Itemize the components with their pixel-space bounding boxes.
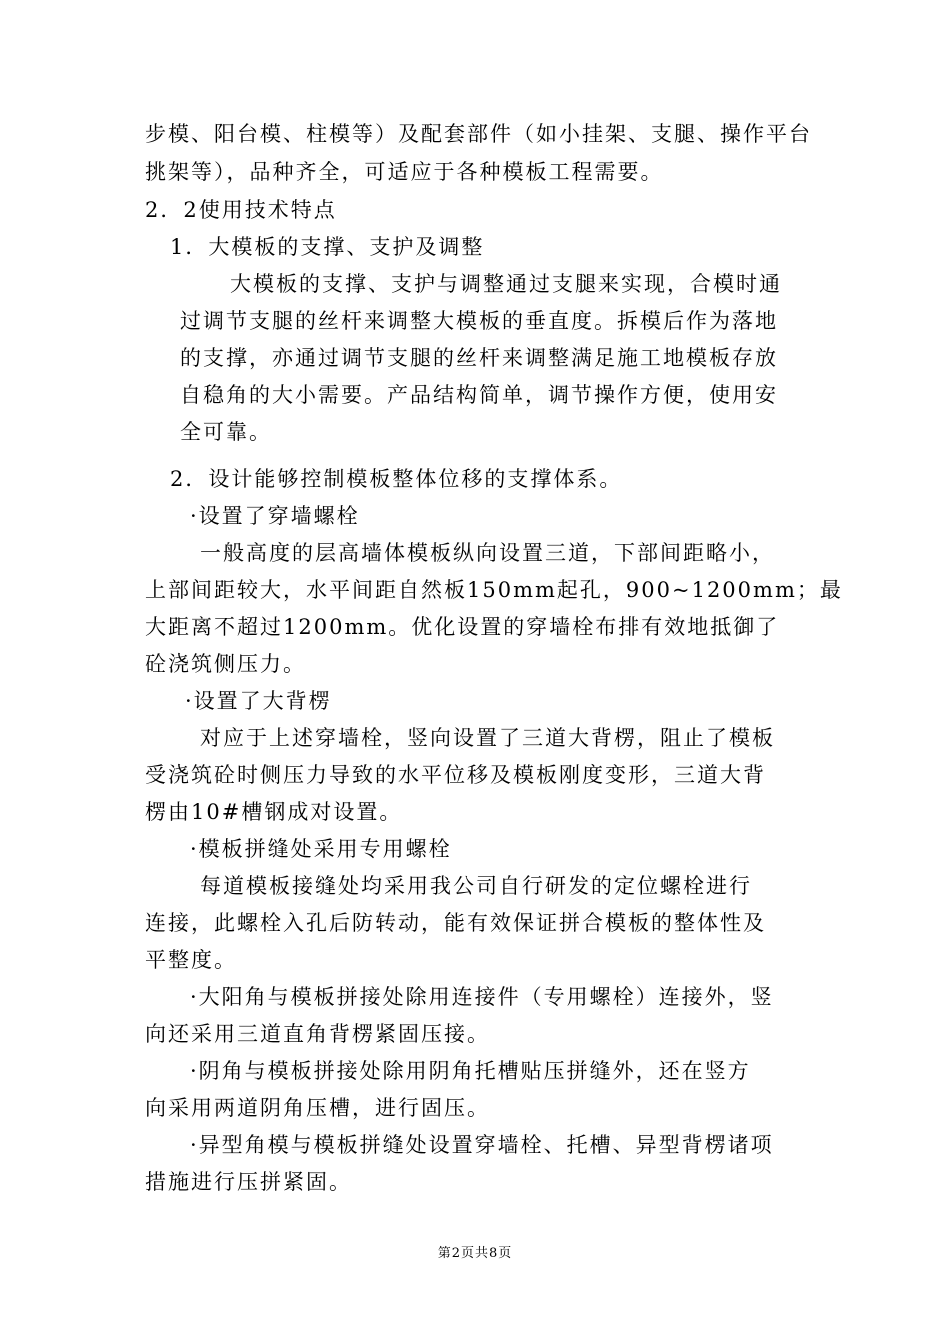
text-line: ·异型角模与模板拼缝处设置穿墙栓、托槽、异型背楞诸项 xyxy=(190,1133,774,1157)
section-heading: 2．2使用技术特点 xyxy=(145,198,337,222)
text-line: 连接，此螺栓入孔后防转动，能有效保证拼合模板的整体性及 xyxy=(145,911,766,935)
text-line: 大模板的支撑、支护与调整通过支腿来实现，合模时通 xyxy=(230,272,782,296)
text-line: 平整度。 xyxy=(145,948,237,972)
bullet-heading: ·设置了大背楞 xyxy=(185,689,332,713)
text-line: 砼浇筑侧压力。 xyxy=(145,652,306,676)
text-line: ·大阳角与模板拼接处除用连接件（专用螺栓）连接外，竖 xyxy=(190,985,774,1009)
text-line: 过调节支腿的丝杆来调整大模板的垂直度。拆模后作为落地 xyxy=(180,309,778,333)
text-line: 措施进行压拼紧固。 xyxy=(145,1170,352,1194)
bullet-heading: ·设置了穿墙螺栓 xyxy=(190,504,360,528)
text-line: 向采用两道阴角压槽，进行固压。 xyxy=(145,1096,490,1120)
page-number-footer: 第2页共8页 xyxy=(437,1246,513,1261)
text-line: 楞由10#槽钢成对设置。 xyxy=(145,800,403,824)
text-line: 挑架等），品种齐全，可适应于各种模板工程需要。 xyxy=(145,160,664,184)
text-line: 上部间距较大，水平间距自然板150mm起孔，900~1200mm；最 xyxy=(145,578,843,602)
text-line: 受浇筑砼时侧压力导致的水平位移及模板刚度变形，三道大背 xyxy=(145,763,766,787)
text-line: 对应于上述穿墙栓，竖向设置了三道大背楞，阻止了模板 xyxy=(200,726,775,750)
text-line: ·阴角与模板拼接处除用阴角托槽贴压拼缝外，还在竖方 xyxy=(190,1059,751,1083)
subsection-heading: 1．大模板的支撑、支护及调整 xyxy=(170,235,485,259)
text-line: 全可靠。 xyxy=(180,420,272,444)
bullet-heading: ·模板拼缝处采用专用螺栓 xyxy=(190,837,452,861)
text-line: 大距离不超过1200mm。优化设置的穿墙栓布排有效地抵御了 xyxy=(145,615,780,639)
text-line: 一般高度的层高墙体模板纵向设置三道，下部间距略小， xyxy=(200,541,775,565)
text-line: 每道模板接缝处均采用我公司自行研发的定位螺栓进行 xyxy=(200,874,752,898)
text-line: 步模、阳台模、柱模等）及配套部件（如小挂架、支腿、操作平台 xyxy=(145,122,812,146)
text-line: 向还采用三道直角背楞紧固压接。 xyxy=(145,1022,490,1046)
subsection-heading: 2．设计能够控制模板整体位移的支撑体系。 xyxy=(170,467,623,491)
text-line: 自稳角的大小需要。产品结构简单，调节操作方便，使用安 xyxy=(180,383,778,407)
text-line: 的支撑，亦通过调节支腿的丝杆来调整满足施工地模板存放 xyxy=(180,346,778,370)
